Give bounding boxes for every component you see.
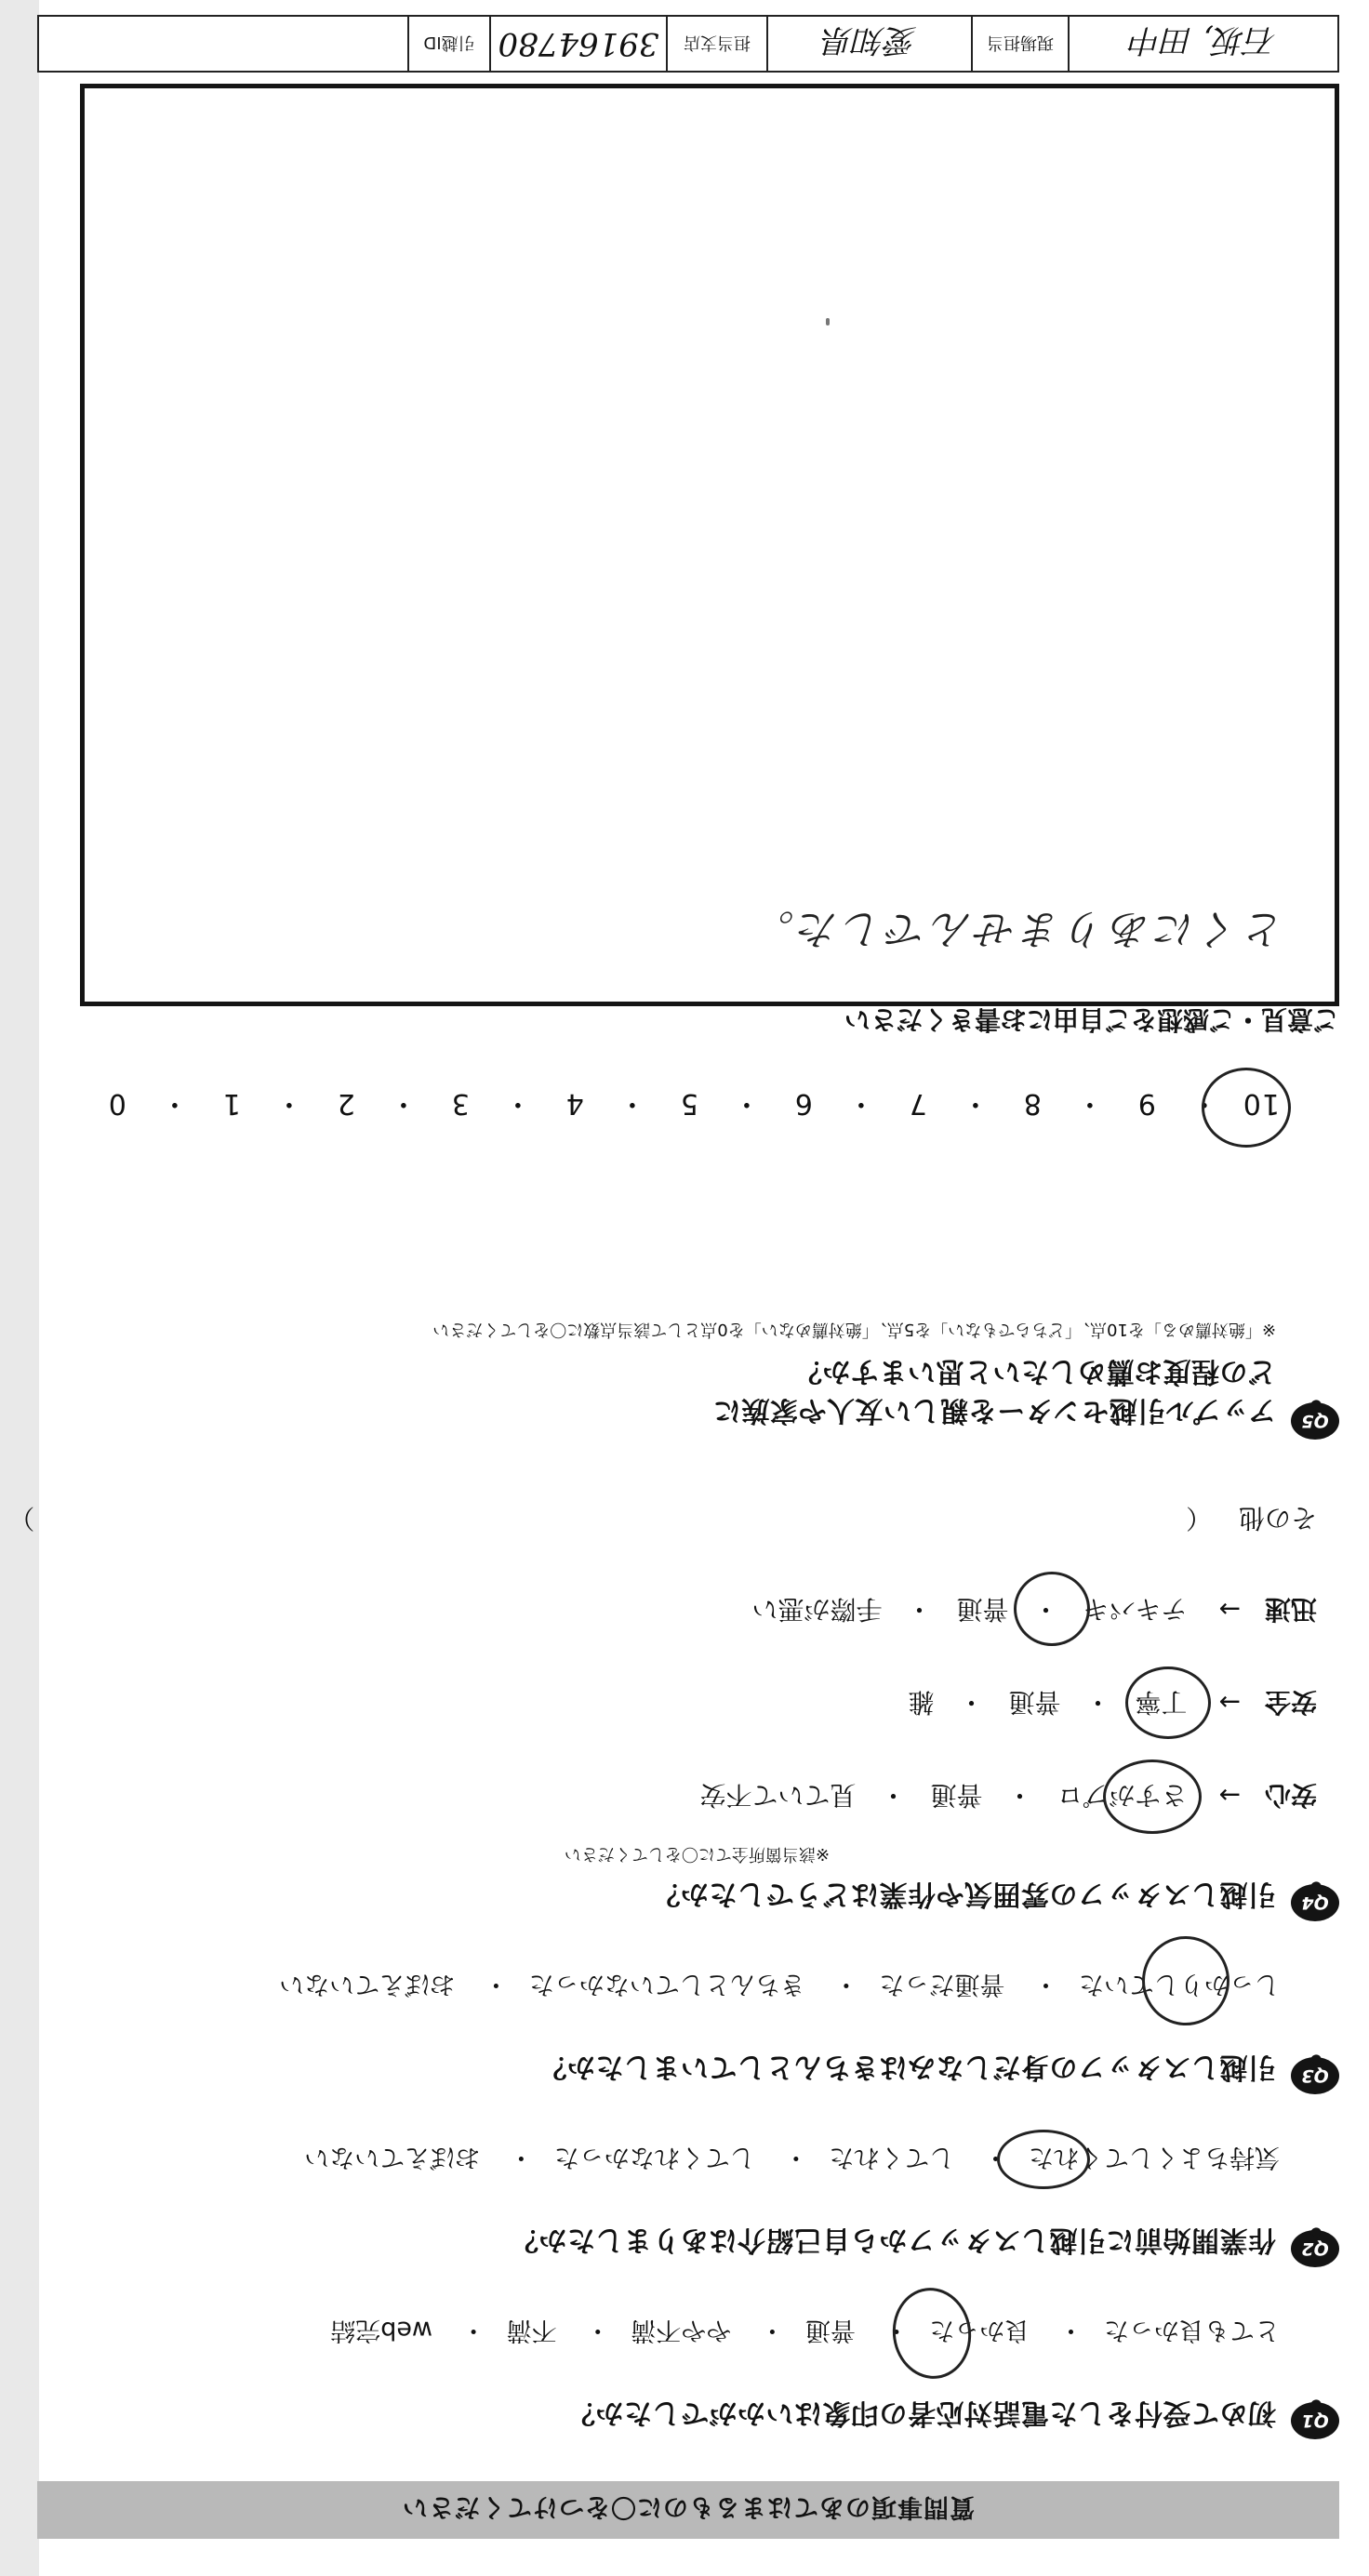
q5-score[interactable]: 10: [1242, 1087, 1280, 1120]
q3-badge: Q3: [1291, 2057, 1339, 2094]
q4-question: 引越しスタッフの雰囲気や作業はどうでしたか？: [652, 1878, 1276, 1910]
q2-option[interactable]: してくれなかった: [553, 2143, 755, 2171]
q4-row-jinsoku: 迅速→テキパキ・普通・手際が悪い: [751, 1592, 1317, 1629]
q2-options: 気持ちよくしてくれた・ してくれた・ してくれなかった・ おぼえていない: [304, 2143, 1280, 2171]
q3-question: 引越しスタッフの身だしなみはきちんとしていましたか？: [538, 2051, 1276, 2083]
q5-question-line2: どの程度お薦めしたいと思いますか？: [793, 1355, 1276, 1388]
q4-badge: Q4: [1291, 1884, 1339, 1921]
instructions-header: [37, 2481, 1339, 2539]
q5-score[interactable]: 4: [565, 1087, 584, 1120]
scan-edge: [0, 0, 39, 2576]
q4-other-label: その他: [1238, 1503, 1317, 1534]
comments-label: ご意見・ご感想をご自由にお書きください: [844, 1004, 1339, 1035]
q4-option[interactable]: 普通: [930, 1780, 983, 1811]
q5-question-line1: アップル引越センターを親しい友人や家族に: [712, 1394, 1276, 1427]
q5-selection-circle: [1202, 1068, 1291, 1148]
arrow-right-icon: →: [1218, 1780, 1241, 1811]
q4-option[interactable]: 見ていて不安: [699, 1780, 857, 1811]
q5-score[interactable]: 5: [679, 1087, 698, 1120]
q4-anshin-selection-circle: [1103, 1759, 1202, 1834]
q5-score[interactable]: 8: [1022, 1087, 1042, 1120]
q4-other-close-paren: ）: [8, 1503, 35, 1534]
q4-row-label: 安全: [1264, 1687, 1317, 1718]
q5-score[interactable]: 7: [908, 1087, 927, 1120]
q1-option[interactable]: とても良かった: [1104, 2316, 1280, 2344]
q3-option[interactable]: おぼえていない: [279, 1970, 456, 1998]
q5-score[interactable]: 1: [221, 1087, 241, 1120]
q3-option[interactable]: 普通だった: [879, 1970, 1005, 1998]
q4-row-label: 安心: [1264, 1780, 1317, 1811]
q5-note: ※「絶対薦める」を10点、「どちらでもない」を5点、「絶対薦めない」を0点として該当点数に〇をしてください: [432, 1320, 1276, 1339]
q4-anzen-selection-circle: [1125, 1666, 1211, 1739]
staff-value: 石坂, 田中: [1068, 17, 1337, 71]
q4-option[interactable]: テキパキ: [1083, 1594, 1188, 1625]
q4-note: ※該当箇所全てに〇をしてください: [564, 1844, 830, 1864]
q1-option[interactable]: 普通: [804, 2316, 856, 2344]
instructions-text: 質問事項のあてはまるものに〇をつけてください: [402, 2492, 975, 2522]
q5-badge: Q5: [1291, 1402, 1339, 1440]
q1-option[interactable]: やや不満: [631, 2316, 732, 2344]
q5-score[interactable]: 0: [107, 1087, 126, 1120]
q5-score[interactable]: 2: [336, 1087, 355, 1120]
q1-badge: Q1: [1291, 2402, 1339, 2439]
branch-label: 担当支店: [666, 17, 766, 71]
scan-speck: [826, 318, 830, 325]
footer-info-table: [37, 15, 1339, 73]
footer-blank-cell: [39, 17, 407, 71]
branch-value: 愛知県: [766, 17, 971, 71]
q2-option[interactable]: 気持ちよくしてくれた: [1029, 2143, 1280, 2171]
q4-option[interactable]: 手際が悪い: [751, 1594, 883, 1625]
q1-option[interactable]: 不満: [506, 2316, 557, 2344]
q2-selection-circle: [997, 2130, 1090, 2189]
q2-option[interactable]: おぼえていない: [304, 2143, 481, 2171]
q3-options: しっかりしていた・ 普通だった・ きちんとしていなかった・ おぼえていない: [279, 1970, 1280, 1998]
q5-score-scale: 10・9・8・7・6・5・4・3・2・1・0: [99, 1086, 1280, 1127]
q3-option[interactable]: しっかりしていた: [1079, 1970, 1280, 1998]
q4-option[interactable]: 普通: [1008, 1687, 1061, 1718]
q1-option[interactable]: web完結: [330, 2316, 433, 2344]
q4-option[interactable]: さすがプロ: [1057, 1780, 1188, 1811]
q4-option[interactable]: 普通: [956, 1594, 1009, 1625]
q3-selection-circle: [1142, 1936, 1229, 2025]
q2-option[interactable]: してくれた: [829, 2143, 955, 2171]
move-id-value: 39164780: [489, 17, 666, 71]
q4-other-open-paren: （: [1186, 1503, 1213, 1534]
q2-question: 作業開始前に引越しスタッフから自己紹介はありましたか？: [510, 2224, 1276, 2256]
staff-label: 現場担当: [971, 17, 1068, 71]
comments-handwriting: とくにありませんでした。: [750, 905, 1285, 952]
q4-other-row: [8, 1501, 1317, 1538]
q1-selection-circle: [887, 2283, 977, 2384]
arrow-right-icon: →: [1218, 1687, 1241, 1718]
q3-option[interactable]: きちんとしていなかった: [528, 1970, 805, 1998]
comments-box[interactable]: [80, 84, 1339, 1006]
move-id-label: 引越ID: [407, 17, 489, 71]
arrow-right-icon: →: [1218, 1594, 1241, 1625]
q5-score[interactable]: 9: [1136, 1087, 1156, 1120]
q4-row-anshin: 安心→さすがプロ・普通・見ていて不安: [699, 1778, 1317, 1815]
q4-row-label: 迅速: [1264, 1594, 1317, 1625]
q4-row-anzen: 安全→丁寧・普通・雑: [908, 1685, 1317, 1722]
q4-option[interactable]: 雑: [908, 1687, 935, 1718]
q1-options: とても良かった・ 良かった・ 普通・ やや不満・ 不満・ web完結: [330, 2316, 1280, 2344]
q4-jinsoku-selection-circle: [1014, 1572, 1090, 1646]
q5-score[interactable]: 3: [450, 1087, 470, 1120]
q1-option[interactable]: 良かった: [929, 2316, 1030, 2344]
q1-question: 初めて受付をした電話対応者の印象はいかがでしたか？: [566, 2397, 1276, 2429]
q2-badge: Q2: [1291, 2230, 1339, 2267]
q5-score[interactable]: 6: [793, 1087, 813, 1120]
q4-option[interactable]: 丁寧: [1135, 1687, 1188, 1718]
